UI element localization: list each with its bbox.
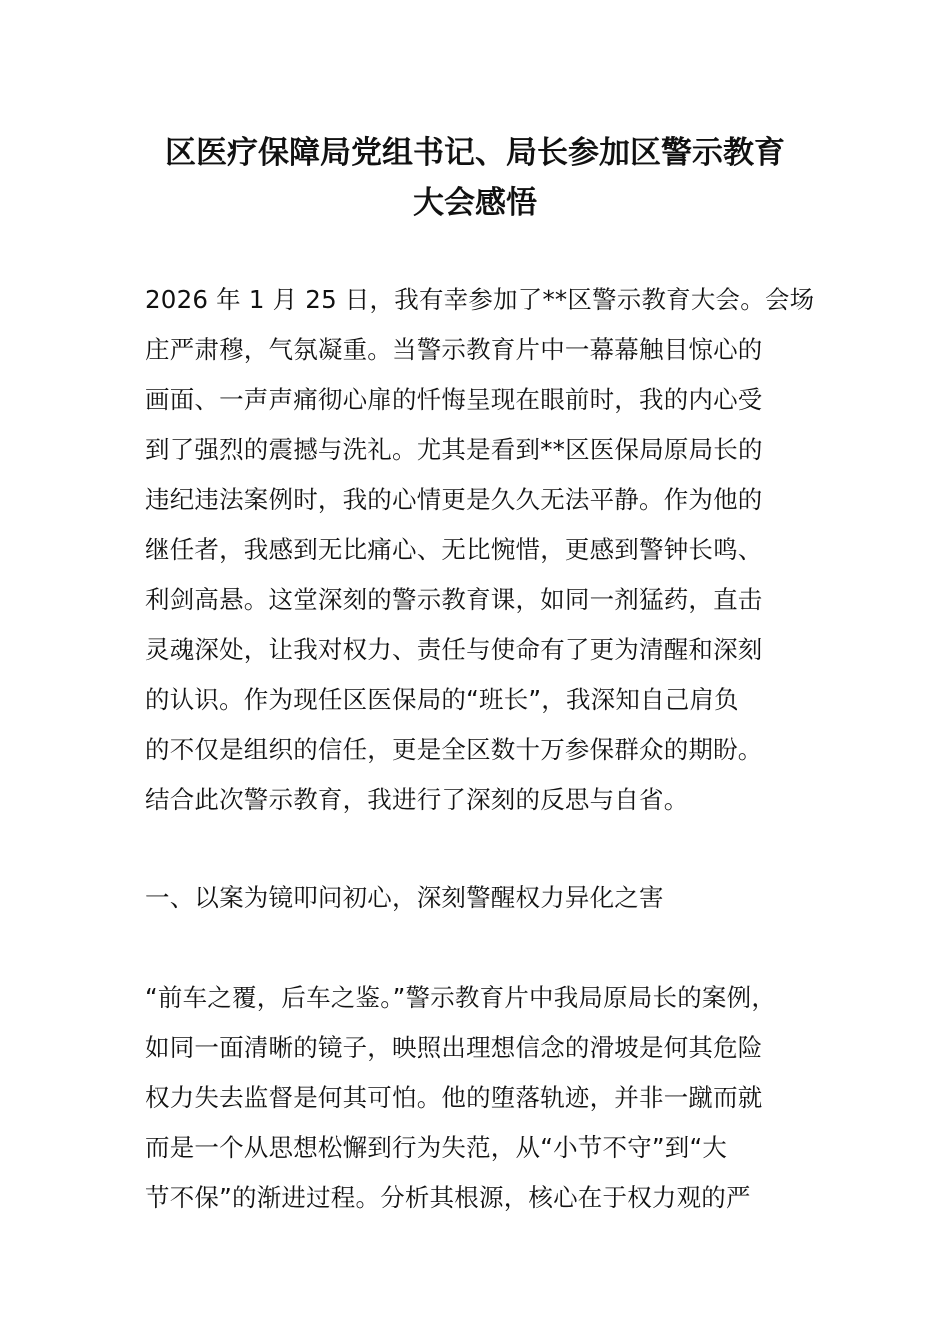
paragraph-line: 庄严肃穆，气氛凝重。当警示教育片中一幕幕触目惊心的: [145, 335, 763, 364]
paragraph-line: 灵魂深处，让我对权力、责任与使命有了更为清醒和深刻: [145, 635, 763, 664]
paragraph-line: 的认识。作为现任区医保局的“班长”，我深知自己肩负: [145, 685, 739, 714]
paragraph-line: 继任者，我感到无比痛心、无比惋惜，更感到警钟长鸣、: [145, 535, 763, 564]
paragraph-line: 违纪违法案例时，我的心情更是久久无法平静。作为他的: [145, 485, 763, 514]
paragraph-line: 结合此次警示教育，我进行了深刻的反思与自省。: [145, 785, 689, 814]
document-title-line-2: 大会感悟: [413, 185, 537, 221]
paragraph-line: 到了强烈的震撼与洗礼。尤其是看到**区医保局原局长的: [145, 435, 763, 464]
section-heading: 一、以案为镜叩问初心，深刻警醒权力异化之害: [145, 883, 664, 912]
paragraph-line: 画面、一声声痛彻心扉的忏悔呈现在眼前时，我的内心受: [145, 385, 763, 414]
paragraph-line: 2026 年 1 月 25 日，我有幸参加了**区警示教育大会。会场: [145, 285, 815, 314]
paragraph-line: 如同一面清晰的镜子，映照出理想信念的滑坡是何其危险: [145, 1033, 763, 1062]
paragraph-line: 利剑高悬。这堂深刻的警示教育课，如同一剂猛药，直击: [145, 585, 763, 614]
paragraph-line: 的不仅是组织的信任，更是全区数十万参保群众的期盼。: [145, 735, 763, 764]
paragraph-line: 权力失去监督是何其可怕。他的堕落轨迹，并非一蹴而就: [145, 1083, 763, 1112]
document-title-line-1: 区医疗保障局党组书记、局长参加区警示教育: [165, 135, 785, 171]
paragraph-line: “前车之覆，后车之鉴。”警示教育片中我局原局长的案例，: [145, 983, 777, 1012]
paragraph-line: 而是一个从思想松懈到行为失范，从“小节不守”到“大: [145, 1133, 728, 1162]
paragraph-line: 节不保”的渐进过程。分析其根源，核心在于权力观的严: [145, 1183, 751, 1212]
